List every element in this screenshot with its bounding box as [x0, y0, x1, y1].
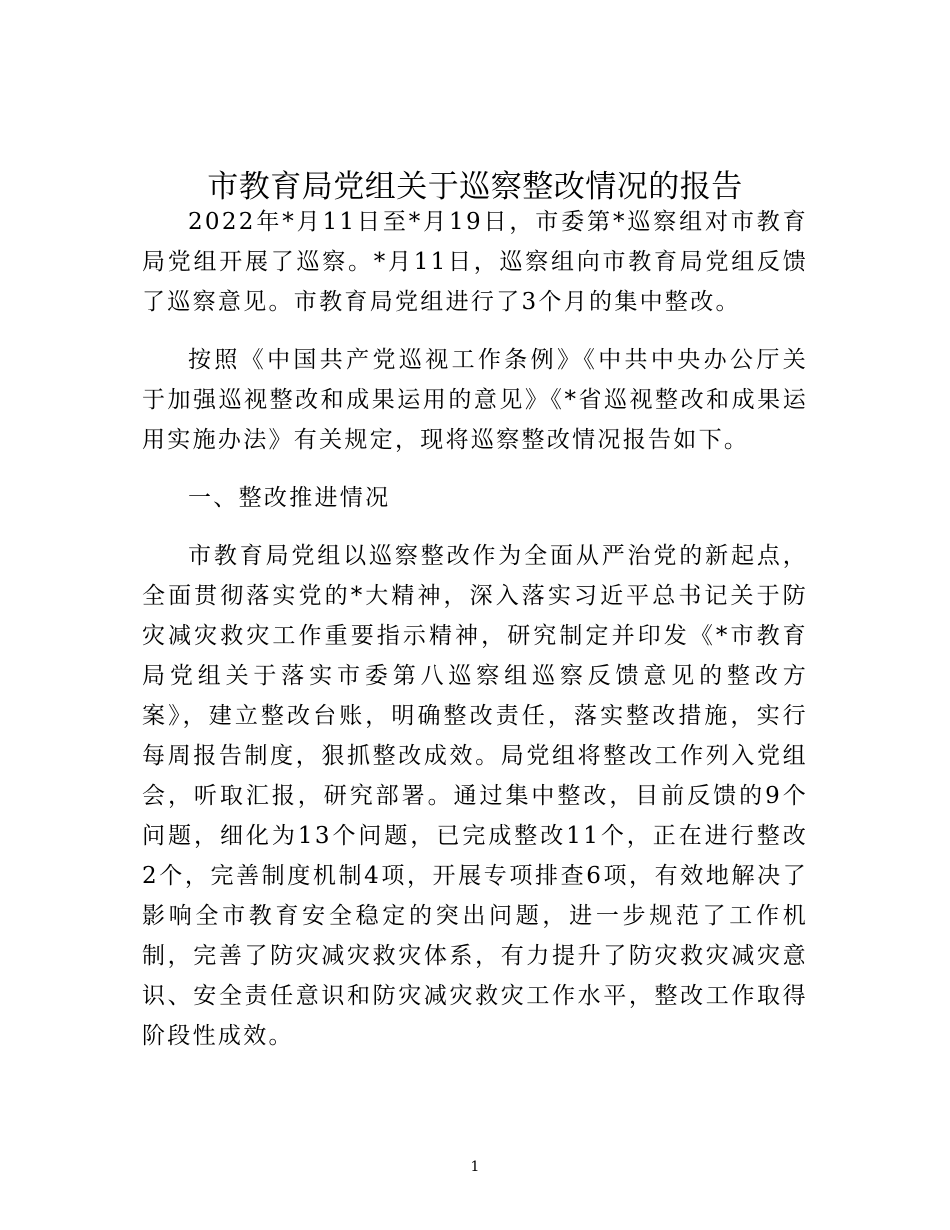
section-heading: 一、整改推进情况 [188, 485, 391, 511]
document-title: 市教育局党组关于巡察整改情况的报告 [207, 169, 743, 205]
section-paragraph: 市教育局党组以巡察整改作为全面从严治党的新起点，全面贯彻落实党的*大精神，深入落实习近平总书记关于防灾减灾救灾工作重要指示精神，研究制定并印发《*市教育局党组关于落实市委第八巡察组巡察反馈意见的整改方案》，建立整改台账，明确整改责任，落实整改措施，实行每周报告制度，狠抓整改成效。局党组将整改工作列入党组会，听取汇报，研究部署。通过集中整改，目前反馈的9个问题，细化为13个问题，已完成整改11个，正在进行整改2个，完善制度机制4项，开展专项排查6项，有效地解决了影响全市教育安全稳定的突出问题，进一步规范了工作机制，完善了防灾减灾救灾体系，有力提升了防灾救灾减灾意识、安全责任意识和防灾减灾救灾工作水平，整改工作取得阶段性成效。 [142, 543, 808, 1049]
basis-paragraph: 按照《中国共产党巡视工作条例》《中共中央办公厅关于加强巡视整改和成果运用的意见》《*省巡视整改和成果运用实施办法》有关规定，现将巡察整改情况报告如下。 [142, 347, 808, 453]
page-number: 1 [470, 1159, 480, 1175]
intro-paragraph: 2022年*月11日至*月19日，市委第*巡察组对市教育局党组开展了巡察。*月11日，巡察组向市教育局党组反馈了巡察意见。市教育局党组进行了3个月的集中整改。 [142, 209, 808, 315]
document-body [142, 202, 808, 1056]
